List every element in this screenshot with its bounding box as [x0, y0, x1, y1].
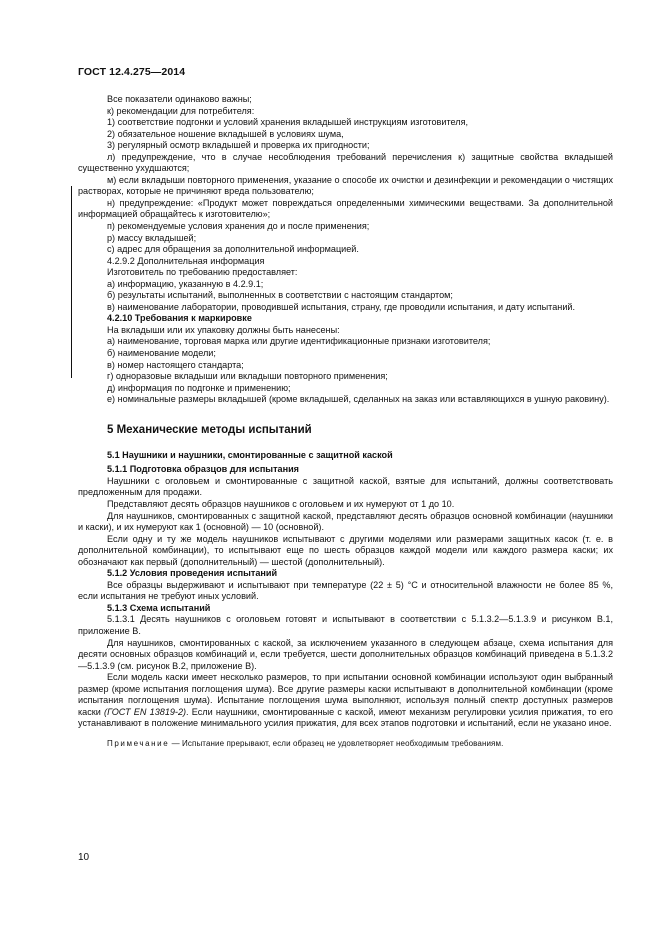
paragraph: Если одну и ту же модель наушников испытывают с другими моделями или размерами защитных касок (т. е. в дополнительной комбинации), то испытывают еще по шесть образцов каждой модели или каждого размера каски; их обозначают как первый (дополнительный) — шестой (дополнительный).: [78, 533, 613, 567]
page-number: 10: [78, 852, 90, 863]
paragraph: Все показатели одинаково важны;: [107, 94, 252, 104]
standard-reference: (ГОСТ EN 13819-2): [104, 706, 187, 717]
paragraph: Для наушников, смонтированных с защитной каской, представляют десять образцов основной комбинации (наушники и каски), и их нумеруют как 1 (основной) — 10 (основной).: [78, 510, 613, 533]
list-item: 3) регулярный осмотр вкладышей и проверка их пригодности;: [107, 140, 370, 151]
paragraph-text: . Если наушники, смонтированные с каской, имеют механизм регулировки усилия прижатия, то его устанавливают в положение минимального усилия прижатия, для всех этапов подготовки и испытаний, если не указано иное.: [78, 706, 613, 729]
section-heading: 5 Механические методы испытаний: [107, 423, 312, 436]
list-item: г) одноразовые вкладыши или вкладыши повторного применения;: [107, 371, 388, 382]
note-label: Примечание: [107, 738, 170, 748]
list-item: в) номер настоящего стандарта;: [107, 359, 244, 370]
paragraph: [78, 672, 613, 730]
list-item: е) номинальные размеры вкладышей (кроме вкладышей, сделанных на заказ или вставляющихся в ушную раковину).: [107, 394, 610, 405]
document-body: [78, 94, 613, 749]
list-item: 1) соответствие подгонки и условий хранения вкладышей инструкциям изготовителя,: [107, 117, 469, 128]
list-item: 2) обязательное ношение вкладышей в условиях шума,: [107, 128, 344, 139]
list-item: н) предупреждение: «Продукт может повреждаться определенными химическими веществами. За дополнительной информацией обращайтесь к изготовителю»;: [78, 197, 613, 220]
paragraph: Изготовитель по требованию предоставляет:: [107, 267, 298, 278]
paragraph: Наушники с оголовьем и смонтированные с защитной каской, взятые для испытаний, должны соответствовать предложенным для продажи.: [78, 475, 613, 498]
clause-title-marking: 4.2.10 Требования к маркировке: [107, 313, 252, 324]
list-item: м) если вкладыши повторного применения, указание о способе их очистки и дезинфекции и рекомендации о чистящих растворах, которые не причиняют вреда пользователю;: [78, 174, 613, 197]
paragraph: Для наушников, смонтированных с каской, за исключением указанного в следующем абзаце, схема испытания для десяти основных образцов комбинаций и, если требуется, шести дополнительных образцов комбинаций приведена в 5.1.3.2—5.1.3.9 (см. рисунок В.2, приложение В).: [78, 637, 613, 671]
list-item: р) массу вкладышей;: [107, 232, 197, 243]
list-item: с) адрес для обращения за дополнительной информацией.: [107, 244, 359, 255]
clause-title: 4.2.9.2 Дополнительная информация: [107, 255, 265, 266]
list-item: в) наименование лаборатории, проводившей испытания, страну, где проводили испытания, и дату испытаний.: [107, 301, 576, 312]
change-bar: [71, 186, 72, 378]
paragraph-text: Если модель каски имеет несколько размеров, то при испытании основной комбинации используют один выбранный размер (кроме испытания поглощения шума). Все другие размеры каски испытывают в дополнительной комбинации (кроме испытания поглощения шума). Испытание поглощения шума выполняют, используя полный спектр доступных размеров каски: [78, 672, 613, 717]
list-item: а) наименование, торговая марка или другие идентификационные признаки изготовителя;: [107, 336, 491, 347]
paragraph: Представляют десять образцов наушников с оголовьем и их нумеруют от 1 до 10.: [107, 498, 455, 509]
list-item: д) информация по подгонке и применению;: [107, 382, 291, 393]
list-item: к) рекомендации для потребителя:: [107, 105, 255, 116]
list-item: б) результаты испытаний, выполненных в соответствии с настоящим стандартом;: [107, 290, 453, 301]
clause-title: 5.1.3 Схема испытаний: [107, 602, 211, 613]
list-item: л) предупреждение, что в случае несоблюдения требований перечисления к) защитные свойства вкладышей существенно ухудшаются;: [78, 151, 613, 174]
list-item: а) информацию, указанную в 4.2.9.1;: [107, 278, 264, 289]
clause-title: 5.1.2 Условия проведения испытаний: [107, 568, 278, 579]
list-item: п) рекомендуемые условия хранения до и после применения;: [107, 221, 370, 232]
paragraph: На вкладыши или их упаковку должны быть нанесены:: [107, 324, 340, 335]
note: [78, 738, 613, 750]
list-item: б) наименование модели;: [107, 348, 216, 359]
note-text: — Испытание прерывают, если образец не удовлетворяет необходимым требованиям.: [169, 738, 504, 748]
paragraph: 5.1.3.1 Десять наушников с оголовьем готовят и испытывают в соответствии с 5.1.3.2—5.1.3.9 и рисунком В.1, приложение В.: [78, 614, 613, 636]
clause-title: 5.1.1 Подготовка образцов для испытания: [107, 464, 299, 475]
page-header: ГОСТ 12.4.275—2014: [78, 66, 186, 78]
paragraph: Все образцы выдерживают и испытывают при температуре (22 ± 5) °С и относительной влажности не более 85 %, если испытания не требуют иных условий.: [78, 579, 613, 602]
subsection-title: 5.1 Наушники и наушники, смонтированные с защитной каской: [107, 449, 393, 460]
